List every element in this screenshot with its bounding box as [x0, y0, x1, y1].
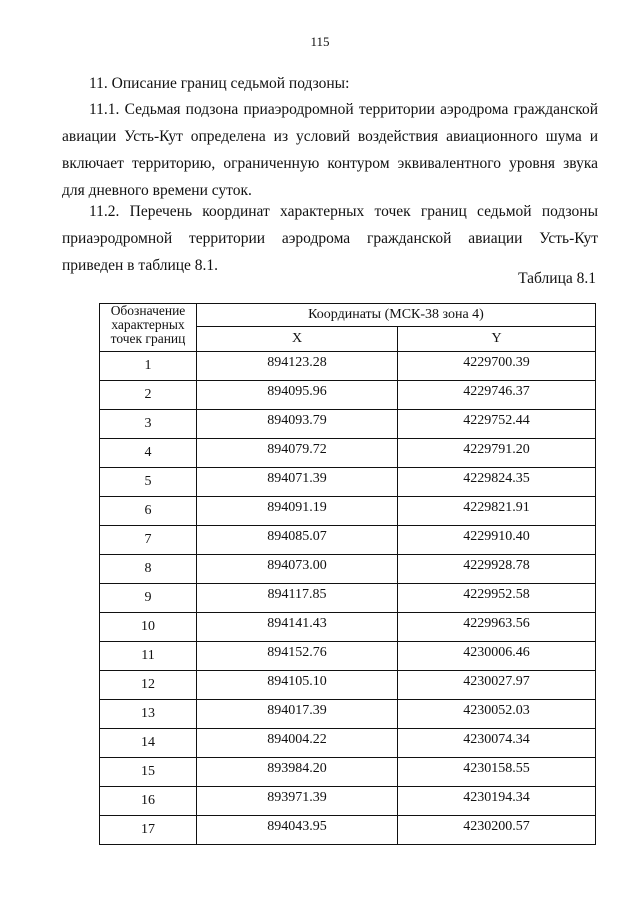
point-number: 1 — [100, 352, 197, 381]
coord-x: 894093.79 — [197, 410, 398, 439]
point-number: 11 — [100, 642, 197, 671]
coord-y: 4230027.97 — [398, 671, 596, 700]
coord-x: 894043.95 — [197, 816, 398, 845]
coord-y: 4229746.37 — [398, 381, 596, 410]
table-body — [100, 352, 596, 845]
table-caption: Таблица 8.1 — [518, 270, 596, 287]
paragraph-11-2: 11.2. Перечень координат характерных точек границ седьмой подзоны приаэродромной территории аэродрома гражданской авиации Усть-Кут приведен в таблице 8.1. — [62, 203, 598, 274]
point-number: 9 — [100, 584, 197, 613]
table-row — [100, 816, 596, 845]
coord-y: 4229821.91 — [398, 497, 596, 526]
coord-y: 4230074.34 — [398, 729, 596, 758]
coord-y: 4230052.03 — [398, 700, 596, 729]
coord-y: 4230006.46 — [398, 642, 596, 671]
coord-x: 894141.43 — [197, 613, 398, 642]
page-number: 115 — [310, 34, 330, 49]
table-row — [100, 787, 596, 816]
table-row — [100, 613, 596, 642]
point-number: 8 — [100, 555, 197, 584]
table-row — [100, 642, 596, 671]
coord-y: 4229752.44 — [398, 410, 596, 439]
coord-y: 4230158.55 — [398, 758, 596, 787]
section-heading: 11. Описание границ седьмой подзоны: — [89, 75, 350, 92]
coord-x: 894152.76 — [197, 642, 398, 671]
coordinates-table — [99, 303, 596, 845]
coord-x: 894004.22 — [197, 729, 398, 758]
table-row — [100, 555, 596, 584]
point-number: 4 — [100, 439, 197, 468]
header-x: X — [197, 327, 398, 352]
point-number: 5 — [100, 468, 197, 497]
point-number: 15 — [100, 758, 197, 787]
coord-y: 4229928.78 — [398, 555, 596, 584]
point-number: 16 — [100, 787, 197, 816]
table-row — [100, 497, 596, 526]
coord-x: 894123.28 — [197, 352, 398, 381]
coord-y: 4229700.39 — [398, 352, 596, 381]
table-row — [100, 671, 596, 700]
coord-x: 894105.10 — [197, 671, 398, 700]
coord-x: 893984.20 — [197, 758, 398, 787]
table-row — [100, 352, 596, 381]
point-number: 13 — [100, 700, 197, 729]
table-row — [100, 439, 596, 468]
coord-y: 4230194.34 — [398, 787, 596, 816]
coord-y: 4229963.56 — [398, 613, 596, 642]
coord-x: 894085.07 — [197, 526, 398, 555]
coord-x: 894073.00 — [197, 555, 398, 584]
table-row — [100, 729, 596, 758]
coord-x: 894091.19 — [197, 497, 398, 526]
table-row — [100, 381, 596, 410]
coord-x: 894079.72 — [197, 439, 398, 468]
table-row — [100, 526, 596, 555]
table-row — [100, 468, 596, 497]
table-row — [100, 410, 596, 439]
table-row — [100, 700, 596, 729]
point-number: 3 — [100, 410, 197, 439]
header-coordinates: Координаты (МСК-38 зона 4) — [197, 304, 596, 327]
coord-y: 4229910.40 — [398, 526, 596, 555]
coord-y: 4229824.35 — [398, 468, 596, 497]
point-number: 2 — [100, 381, 197, 410]
coord-y: 4229791.20 — [398, 439, 596, 468]
header-y: Y — [398, 327, 596, 352]
table-row — [100, 758, 596, 787]
coord-x: 894071.39 — [197, 468, 398, 497]
point-number: 17 — [100, 816, 197, 845]
point-number: 6 — [100, 497, 197, 526]
coord-x: 894017.39 — [197, 700, 398, 729]
point-number: 10 — [100, 613, 197, 642]
point-number: 7 — [100, 526, 197, 555]
paragraph-11-1: 11.1. Седьмая подзона приаэродромной территории аэродрома гражданской авиации Усть-Кут определена из условий воздействия авиационного шума и включает территорию, ограниченную контуром эквивалентного уровня звука для дневного времени суток. — [62, 101, 598, 199]
coord-y: 4229952.58 — [398, 584, 596, 613]
coord-y: 4230200.57 — [398, 816, 596, 845]
point-number: 12 — [100, 671, 197, 700]
coord-x: 894095.96 — [197, 381, 398, 410]
point-number: 14 — [100, 729, 197, 758]
header-points: Обозначение характерных точек границ — [100, 304, 197, 352]
coord-x: 893971.39 — [197, 787, 398, 816]
coord-x: 894117.85 — [197, 584, 398, 613]
table-row — [100, 584, 596, 613]
